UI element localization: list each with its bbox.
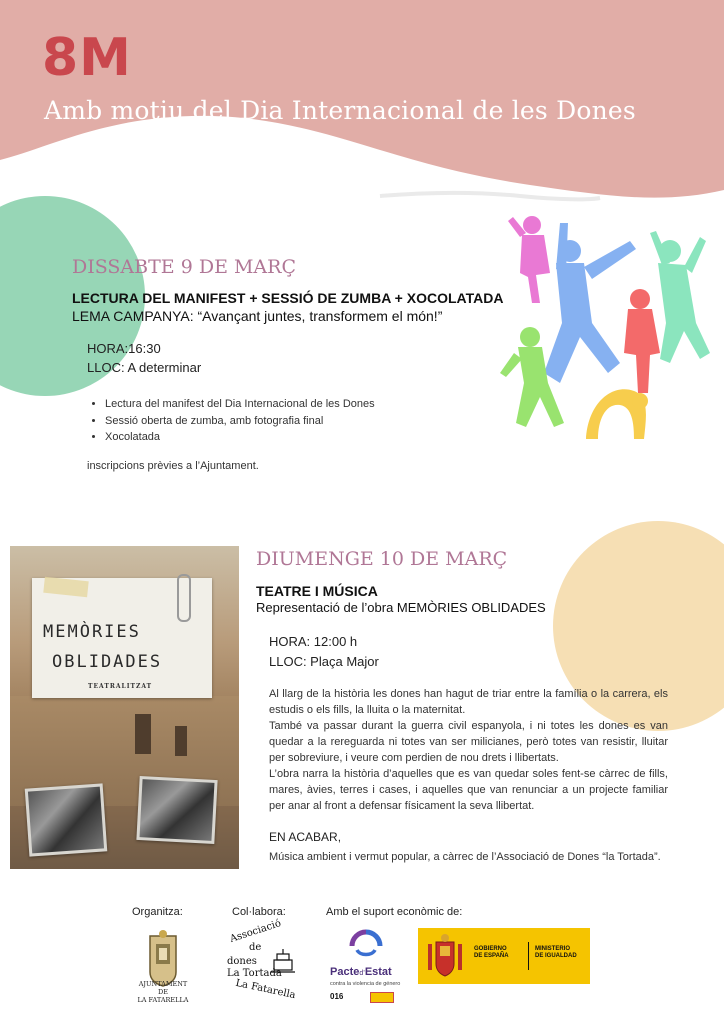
list-item: • Sessió oberta de zumba, amb fotografia final [105, 413, 375, 430]
gov-line: DE ESPAÑA [474, 953, 509, 959]
event1-place: LLOC: A determinar [87, 360, 202, 375]
pacte-tagline: contra la violencia de género [330, 981, 401, 987]
event1-note: inscripcions prèvies a l’Ajuntament. [87, 460, 259, 472]
main-title: 8M [42, 28, 132, 88]
gov-divider [528, 942, 529, 970]
gov-line: MINISTERIO [535, 946, 571, 952]
event2-title: TEATRE I MÚSICA [256, 583, 378, 599]
theatre-poster [10, 546, 239, 869]
cake-icon [271, 948, 295, 974]
event1-activities [90, 396, 375, 446]
event2-description [269, 686, 668, 814]
pacte-word: d’ [359, 970, 365, 977]
event1-lema: LEMA CAMPANYA: “Avançant juntes, transformem el món!” [72, 308, 443, 324]
assoc-word: Associació [228, 918, 283, 945]
event1-date: DISSABTE 9 DE MARÇ [72, 256, 296, 278]
collabora-label: Col·labora: [232, 906, 286, 918]
event2-place: LLOC: Plaça Major [269, 654, 379, 669]
dancing-women-illustration [500, 213, 715, 443]
gov-line: DE IGUALDAD [535, 953, 577, 959]
assoc-word: La Tortada [227, 968, 282, 979]
assoc-word: dones [227, 956, 257, 967]
poster-title-line1: MEMÒRIES [43, 622, 141, 642]
list-item: • Lectura del manifest del Dia Internacional de les Dones [105, 396, 375, 413]
assoc-word: La Fatarella [234, 977, 297, 1002]
spain-coat-of-arms-icon [426, 934, 464, 978]
ajuntament-line: DE [158, 988, 168, 996]
poster-door [135, 714, 151, 754]
ajuntament-line: AJUNTAMENT [138, 980, 188, 988]
event2-subtitle: Representació de l’obra MEMÒRIES OBLIDADES [256, 600, 546, 615]
poster-photo [136, 776, 217, 844]
event2-closing-label: EN ACABAR, [269, 830, 342, 844]
poster-door [175, 726, 187, 756]
description-paragraph: Al llarg de la història les dones han hagut de triar entre la família o la carrera, els estudis o els fills, la lluita o la maternitat. [269, 688, 668, 716]
header-subtitle: Amb motiu del Dia Internacional de les Dones [44, 96, 636, 125]
suport-label: Amb el suport econòmic de: [326, 906, 463, 918]
pacte-word: Pacte [330, 966, 360, 978]
pacte-phone: 016 [330, 992, 344, 1001]
poster-title-line2: OBLIDADES [52, 652, 163, 672]
event1-title: LECTURA DEL MANIFEST + SESSIÓ DE ZUMBA + XOCOLATADA [72, 290, 504, 306]
associacio-logo [225, 918, 297, 1002]
pacte-word: Estat [364, 966, 392, 978]
pacte-estat-logo [330, 924, 402, 1004]
poster-tagline: TEATRALITZAT [88, 683, 153, 690]
gobierno-ministerio-logo [418, 928, 590, 984]
poster-photo [25, 783, 108, 856]
description-paragraph: L’obra narra la història d’aquelles que es van quedar soles fent-se càrrec de fills, mares, àvies, terres i cases, i aquelles que van renunciar a un projecte familiar per anar al front a defensar físicament la seva llibertat. [269, 768, 668, 812]
organitza-label: Organitza: [132, 906, 183, 918]
paperclip-icon [177, 574, 191, 622]
list-item: • Xocolatada [105, 429, 375, 446]
assoc-word: de [249, 942, 262, 953]
pacte-circle-icon [346, 926, 386, 966]
event2-closing-text: Música ambient i vermut popular, a càrrec de l’Associació de Dones “la Tortada”. [269, 851, 661, 863]
description-paragraph: També va passar durant la guerra civil espanyola, i ni totes les dones es van quedar a la rereguarda ni totes van ser milicianes, però totes van resistir, lluitar per sobreviure, i veure com perdien de nou drets i llibertats. [269, 720, 668, 764]
ajuntament-text [128, 980, 198, 1004]
spain-flag-icon [370, 992, 394, 1003]
gov-line: GOBIERNO [474, 946, 507, 952]
event2-date: DIUMENGE 10 DE MARÇ [256, 548, 508, 570]
ajuntament-line: LA FATARELLA [137, 996, 189, 1004]
event2-time: HORA: 12:00 h [269, 634, 358, 649]
event1-time: HORA:16:30 [87, 341, 161, 356]
